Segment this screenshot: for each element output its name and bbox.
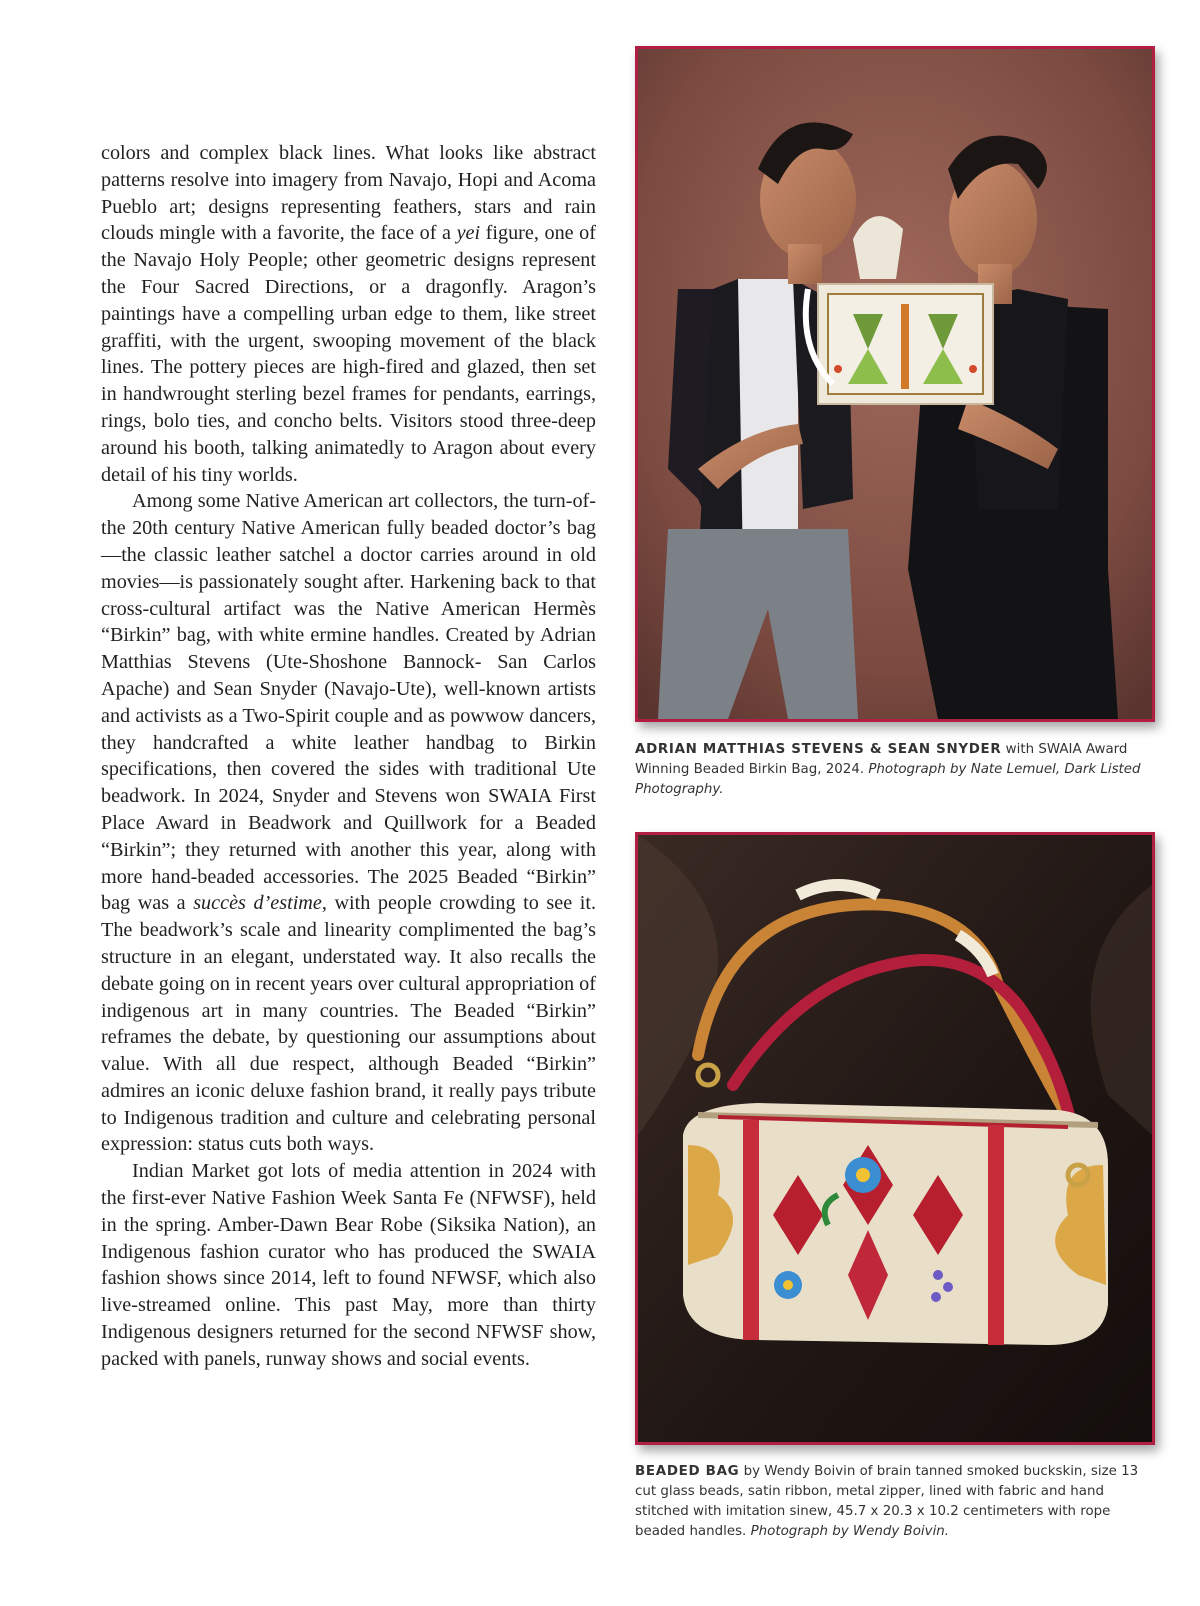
- caption-credit: Photograph by Wendy Boivin.: [750, 1524, 950, 1539]
- photo-beaded-bag: [635, 832, 1155, 1445]
- article-body: [101, 140, 596, 1373]
- caption-title: ADRIAN MATTHIAS STEVENS & SEAN SNYDER: [635, 742, 1002, 757]
- paragraph-3: Indian Market got lots of media attention in 2024 with the first-ever Native Fashion Week Santa Fe (NFWSF), held in the spring. Amber-Dawn Bear Robe (Siksika Nation), an Indigenous fashion curator who has produced the SWAIA fashion shows since 2014, left to found NFWSF, which also live-streamed online. This past May, more than thirty Indigenous designers returned for the second NFWSF show, packed with panels, runway shows and social events.: [101, 1160, 596, 1370]
- paragraph-1: colors and complex black lines. What looks like abstract patterns resolve into imagery from Navajo, Hopi and Acoma Pueblo art; designs representing feathers, stars and rain clouds mingle with a favorite, the face of a yei figure, one of the Navajo Holy People; other geometric designs represent the Four Sacred Directions, or a dragonfly. Aragon’s paintings have a compelling urban edge to them, like street graffiti, with the urgent, swooping movement of the black lines. The pottery pieces are high-fired and glazed, then set in handwrought sterling bezel frames for pendants, earrings, rings, bolo ties, and concho belts. Visitors stood three-deep around his booth, talking animatedly to Aragon about every detail of his tiny worlds.: [101, 142, 596, 486]
- paragraph-2: Among some Native American art collectors, the turn-of-the 20th century Native American fully beaded doctor’s bag—the classic leather satchel a doctor carries around in old movies—is passionately sought after. Harkening back to that cross-cultural artifact was the Native American Hermès “Birkin” bag, with white ermine handles. Created by Adrian Matthias Stevens (Ute-Shoshone Bannock- San Carlos Apache) and Sean Snyder (Navajo-Ute), well-known artists and activists as a Two-Spirit couple and as powwow dancers, they handcrafted a white leather handbag to Birkin specifications, then covered the sides with traditional Ute beadwork. In 2024, Snyder and Stevens won SWAIA First Place Award in Beadwork and Quillwork for a Beaded “Birkin”; they returned with another this year, along with more hand-beaded accessories. The 2025 Beaded “Birkin” bag was a succès d’estime, with people crowding to see it. The beadwork’s scale and linearity complimented the bag’s structure in an elegant, understated way. It also recalls the debate going on in recent years over cultural appropriation of indigenous art in many countries. The Beaded “Birkin” reframes the debate, by questioning our assumptions about value. With all due respect, although Beaded “Birkin” admires an iconic deluxe fashion brand, it really pays tribute to Indigenous tradition and culture and celebrating personal expression: status cuts both ways.: [101, 490, 596, 1156]
- photo-stevens-snyder-birkin: [635, 46, 1155, 722]
- caption-description: by Wendy Boivin of brain tanned smoked buckskin, size 13 cut glass beads, satin ribbon, metal zipper, lined with fabric and hand stitched with imitation sinew, 45.7 x 20.3 x 10.2 centimeters with rope beaded handles.: [635, 1464, 1139, 1539]
- caption-description: with SWAIA Award Winning Beaded Birkin Bag, 2024.: [635, 742, 1128, 777]
- caption-stevens-snyder: [635, 740, 1159, 800]
- caption-title: BEADED BAG: [635, 1464, 740, 1479]
- photo-couple-illustration: [638, 49, 1152, 719]
- photo-bag-illustration: [638, 835, 1152, 1442]
- caption-beaded-bag: [635, 1462, 1159, 1542]
- caption-credit: Photograph by Nate Lemuel, Dark Listed Photography.: [635, 762, 1141, 797]
